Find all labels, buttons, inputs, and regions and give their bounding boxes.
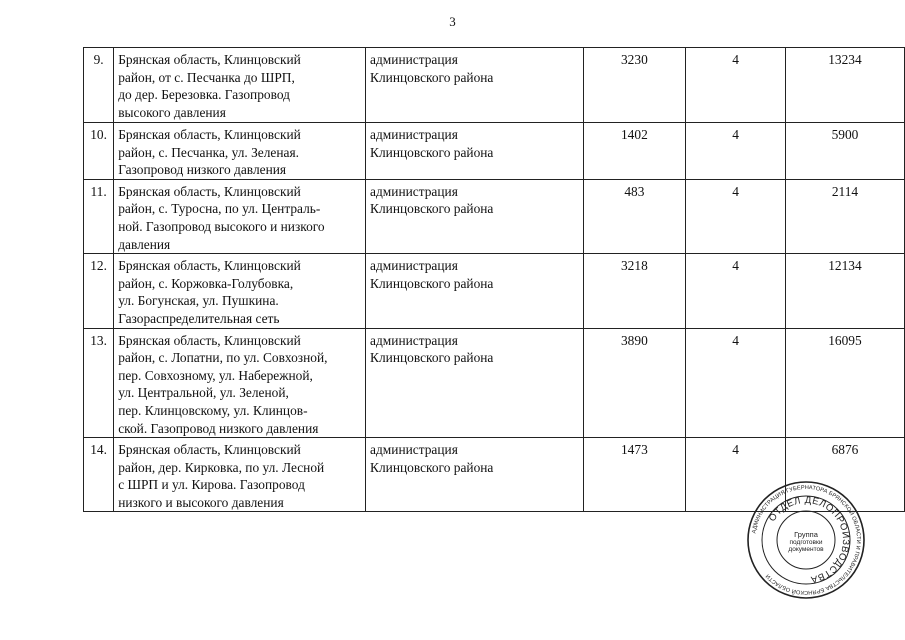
address-cell (114, 179, 366, 253)
owner-line: Клинцовского района (370, 201, 494, 217)
table-row (84, 48, 905, 123)
table-row (84, 179, 905, 253)
category-cell: 4 (686, 254, 786, 328)
address-line: Брянская область, Клинцовский (118, 442, 301, 458)
owner-line: администрация (370, 442, 458, 458)
owner-line: администрация (370, 258, 458, 274)
address-line: район, с. Лопатни, по ул. Совхозной, (118, 350, 328, 366)
address-line: район, от с. Песчанка до ШРП, (118, 69, 295, 85)
table-row (84, 328, 905, 438)
address-cell (114, 328, 366, 438)
address-line: давления (118, 236, 171, 252)
value-cell: 12134 (785, 254, 904, 328)
address-line: ской. Газопровод низкого давления (118, 420, 319, 436)
owner-line: Клинцовского района (370, 69, 494, 85)
length-cell: 1402 (583, 123, 686, 180)
row-number-cell: 11. (84, 179, 114, 253)
page-number: 3 (449, 14, 456, 29)
owner-cell (366, 254, 583, 328)
owner-line: администрация (370, 127, 458, 142)
table-row (84, 254, 905, 328)
owner-line: Клинцовского района (370, 144, 494, 160)
category-cell: 4 (686, 123, 786, 180)
address-line: с ШРП и ул. Кирова. Газопровод (118, 477, 305, 493)
row-number-cell: 13. (84, 328, 114, 438)
address-line: Газопровод низкого давления (118, 162, 287, 178)
address-line: Брянская область, Клинцовский (118, 183, 301, 199)
category-cell: 4 (686, 438, 786, 512)
row-number-cell: 10. (84, 123, 114, 180)
address-line: район, дер. Кирковка, по ул. Лесной (118, 459, 325, 475)
row-number-cell: 14. (84, 438, 114, 512)
address-line: пер. Клинцовскому, ул. Клинцов- (118, 402, 308, 418)
owner-cell (366, 328, 583, 438)
address-cell (114, 123, 366, 180)
gas-pipeline-table (83, 47, 905, 512)
value-cell: 16095 (785, 328, 904, 438)
svg-text:АДМИНИСТРАЦИЯ ГУБЕРНАТОРА БРЯН: АДМИНИСТРАЦИЯ ГУБЕРНАТОРА БРЯНСКОЙ ОБЛАСТИ И ПРАВИТЕЛЬСТВА БРЯНСКОЙ ОБЛАСТИ (751, 484, 862, 596)
owner-cell (366, 48, 583, 123)
value-cell: 13234 (785, 48, 904, 123)
owner-cell (366, 438, 583, 512)
category-cell: 4 (686, 328, 786, 438)
owner-cell (366, 179, 583, 253)
address-cell (114, 254, 366, 328)
length-cell: 483 (583, 179, 686, 253)
owner-line: администрация (370, 332, 458, 348)
length-cell: 3890 (583, 328, 686, 438)
table-row (84, 123, 905, 180)
address-line: низкого и высокого давления (118, 494, 284, 510)
address-line: высокого давления (118, 104, 226, 120)
stamp-inner-line: Группа (794, 530, 818, 539)
owner-line: администрация (370, 183, 458, 199)
stamp-inner-text (781, 531, 831, 554)
row-number-cell: 9. (84, 48, 114, 123)
address-line: Брянская область, Клинцовский (118, 258, 301, 274)
category-cell: 4 (686, 179, 786, 253)
owner-line: администрация (370, 52, 458, 67)
address-line: район, с. Песчанка, ул. Зеленая. (118, 144, 299, 160)
owner-line: Клинцовского района (370, 275, 494, 291)
address-line: Брянская область, Клинцовский (118, 52, 301, 67)
length-cell: 3230 (583, 48, 686, 123)
length-cell: 3218 (583, 254, 686, 328)
owner-cell (366, 123, 583, 180)
address-line: район, с. Туросна, по ул. Централь- (118, 201, 321, 217)
address-line: до дер. Березовка. Газопровод (118, 87, 290, 103)
address-line: Брянская область, Клинцовский (118, 127, 301, 142)
value-cell: 2114 (785, 179, 904, 253)
address-line: ул. Центральной, ул. Зеленой, (118, 385, 289, 401)
address-line: ул. Богунская, ул. Пушкина. (118, 293, 279, 309)
address-line: Брянская область, Клинцовский (118, 332, 301, 348)
category-cell: 4 (686, 48, 786, 123)
address-line: пер. Совхозному, ул. Набережной, (118, 367, 313, 383)
address-cell (114, 48, 366, 123)
address-line: район, с. Коржовка-Голубовка, (118, 275, 294, 291)
length-cell: 1473 (583, 438, 686, 512)
address-line: Газораспределительная сеть (118, 310, 280, 326)
row-number-cell: 12. (84, 254, 114, 328)
value-cell: 6876 (785, 438, 904, 512)
address-line: ной. Газопровод высокого и низкого (118, 218, 325, 234)
official-stamp (745, 479, 867, 601)
value-cell: 5900 (785, 123, 904, 180)
owner-line: Клинцовского района (370, 459, 494, 475)
address-cell (114, 438, 366, 512)
stamp-inner-line: документов (788, 546, 824, 553)
svg-text:ОТДЕЛ ДЕЛОПРОИЗВОДСТВА: ОТДЕЛ ДЕЛОПРОИЗВОДСТВА (766, 494, 852, 585)
owner-line: Клинцовского района (370, 350, 494, 366)
stamp-inner-line: подготовки (789, 538, 823, 546)
